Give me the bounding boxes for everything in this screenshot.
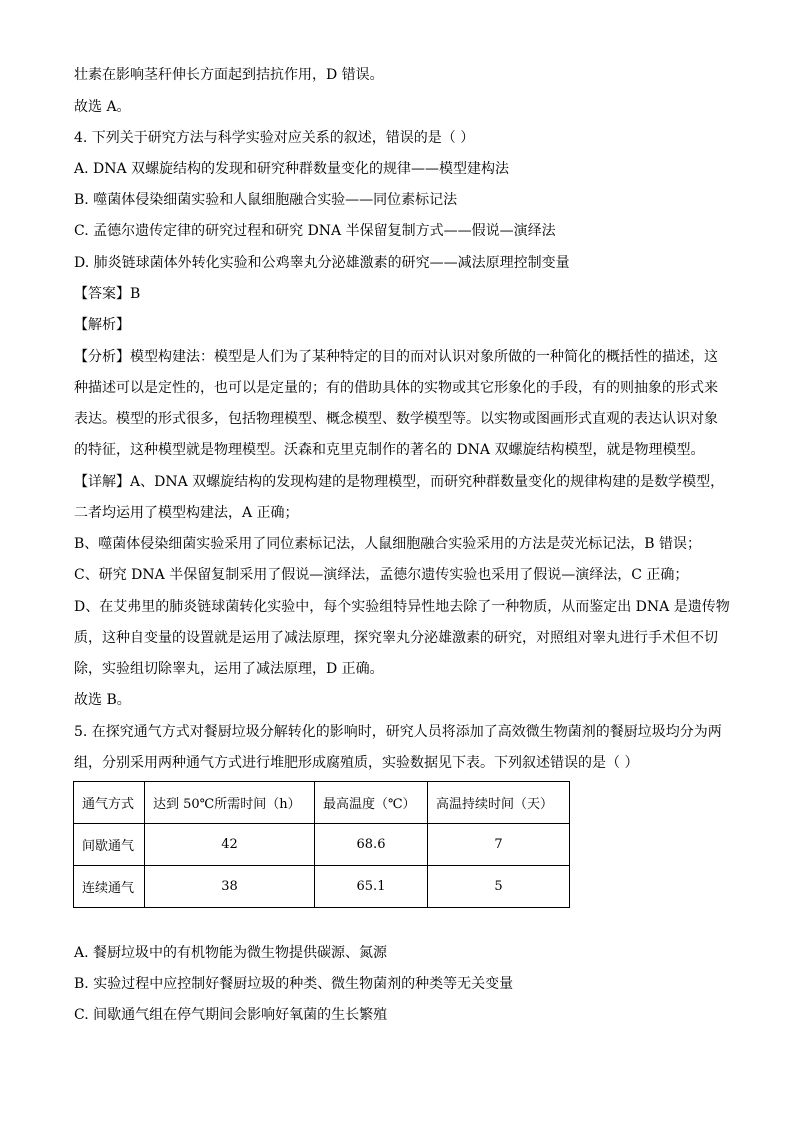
table-header-cell: 最高温度（℃） [315,782,428,824]
question-5-stem: 5. 在探究通气方式对餐厨垃圾分解转化的影响时，研究人员将添加了高效微生物菌剂的餐厨垃圾均分为两 [74,724,722,740]
table-cell: 68.6 [315,824,428,866]
text-line: 种描述可以是定性的，也可以是定量的；有的借助具体的实物或其它形象化的手段，有的则抽象的形式来 [74,380,718,396]
table-row [74,824,570,866]
analysis-label: 【解析】 [74,317,130,333]
table-header-cell: 高温持续时间（天） [428,782,570,824]
text-line: 除，实验组切除睾丸，运用了减法原理，D 正确。 [74,661,384,677]
table-header-cell: 达到 50℃所需时间（h） [145,782,315,824]
text-line: 表达。模型的形式很多，包括物理模型、概念模型、数学模型等。以实物或图画形式直观的表达认识对象 [74,411,718,427]
text-line: B、噬菌体侵染细菌实验采用了同位素标记法，人鼠细胞融合实验采用的方法是荧光标记法，B 错误； [74,536,702,552]
answer-label: 【答案】B [74,286,141,302]
table-cell: 间歇通气 [74,824,145,866]
text-line: 二者均运用了模型构建法，A 正确； [74,505,299,521]
data-table [73,781,570,908]
text-line: 故选 A。 [74,99,131,115]
question-5-option-c: C. 间歇通气组在停气期间会影响好氧菌的生长繁殖 [74,1007,388,1023]
table-cell: 5 [428,866,570,908]
text-line: 【分析】模型构建法：模型是人们为了某种特定的目的而对认识对象所做的一种简化的概括性的描述，这 [74,349,718,365]
table-cell: 7 [428,824,570,866]
table-header-row [74,782,570,824]
table-cell: 42 [145,824,315,866]
text-line: C、研究 DNA 半保留复制采用了假说—演绎法，孟德尔遗传实验也采用了假说—演绎法，C 正确； [74,567,689,583]
question-4-stem: 4. 下列关于研究方法与科学实验对应关系的叙述，错误的是（ ） [74,130,475,146]
question-4-option-b: B. 噬菌体侵染细菌实验和人鼠细胞融合实验——同位素标记法 [74,192,458,208]
table-cell: 连续通气 [74,866,145,908]
text-line: 壮素在影响茎秆伸长方面起到拮抗作用，D 错误。 [74,67,384,83]
table-cell: 38 [145,866,315,908]
question-5-option-b: B. 实验过程中应控制好餐厨垃圾的种类、微生物菌剂的种类等无关变量 [74,976,514,992]
text-line: 组，分别采用两种通气方式进行堆肥形成腐殖质，实验数据见下表。下列叙述错误的是（ ） [74,755,639,771]
question-4-option-d: D. 肺炎链球菌体外转化实验和公鸡睾丸分泌雄激素的研究——减法原理控制变量 [74,255,570,271]
table-header-cell: 通气方式 [74,782,145,824]
table-cell: 65.1 [315,866,428,908]
text-line: D、在艾弗里的肺炎链球菌转化实验中，每个实验组特异性地去除了一种物质，从而鉴定出 DNA 是遗传物 [74,599,730,615]
question-5-option-a: A. 餐厨垃圾中的有机物能为微生物提供碳源、氮源 [74,945,388,961]
question-4-option-c: C. 孟德尔遗传定律的研究过程和研究 DNA 半保留复制方式——假说—演绎法 [74,223,556,239]
text-line: 故选 B。 [74,692,131,708]
table-row [74,866,570,908]
text-line: 的特征，这种模型就是物理模型。沃森和克里克制作的著名的 DNA 双螺旋结构模型，就是物理模型。 [74,442,705,458]
question-4-option-a: A. DNA 双螺旋结构的发现和研究种群数量变化的规律——模型建构法 [74,161,510,177]
text-line: 【详解】A、DNA 双螺旋结构的发现构建的是物理模型，而研究种群数量变化的规律构建的是数学模型， [74,474,725,490]
text-line: 质，这种自变量的设置就是运用了减法原理，探究睾丸分泌雄激素的研究，对照组对睾丸进行手术但不切 [74,630,718,646]
